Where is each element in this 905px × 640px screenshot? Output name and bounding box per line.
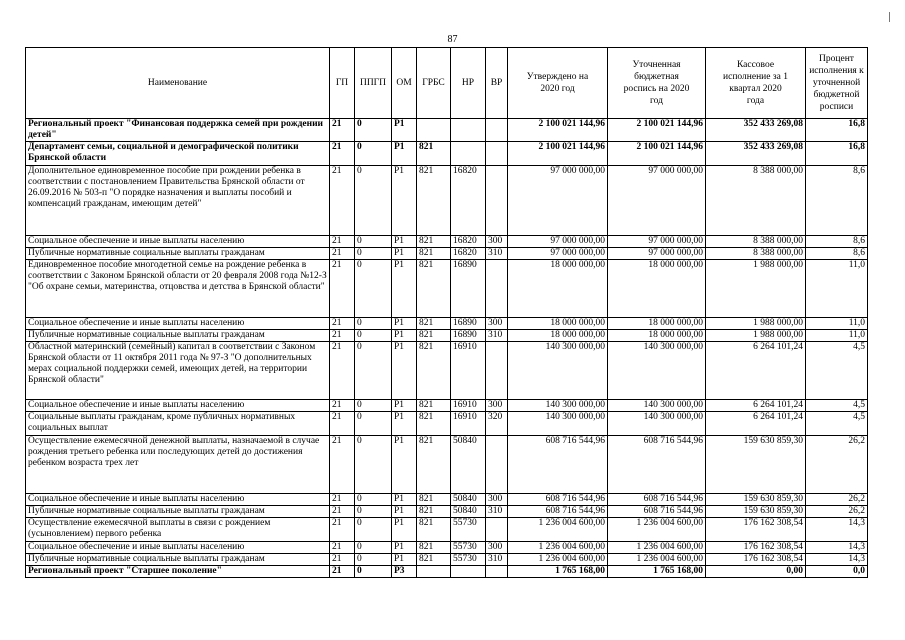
cell-grbs: 821: [417, 506, 451, 518]
cell-approved: 1 765 168,00: [508, 566, 608, 578]
cell-vr: [486, 142, 508, 166]
cell-ppgp: 0: [355, 494, 392, 506]
cell-grbs: 821: [417, 518, 451, 542]
cell-approved: 97 000 000,00: [508, 166, 608, 236]
header-om: ОМ: [392, 48, 417, 119]
page-number: 87: [447, 34, 458, 45]
cell-percent: 8,6: [806, 166, 868, 236]
cell-nr: 16890: [451, 330, 486, 342]
cell-nr: [451, 142, 486, 166]
cell-percent: 26,2: [806, 436, 868, 494]
cell-nr: 16910: [451, 400, 486, 412]
cell-ppgp: 0: [355, 330, 392, 342]
cell-approved: 608 716 544,96: [508, 494, 608, 506]
cell-om: P1: [392, 119, 417, 142]
cell-nr: 55730: [451, 542, 486, 554]
cell-percent: 4,5: [806, 342, 868, 400]
cell-updated: 608 716 544,96: [608, 494, 706, 506]
cell-percent: 4,5: [806, 412, 868, 436]
cell-name: Социальное обеспечение и иные выплаты населению: [26, 318, 330, 330]
cell-vr: 310: [486, 248, 508, 260]
cell-grbs: 821: [417, 142, 451, 166]
cell-approved: 608 716 544,96: [508, 506, 608, 518]
table-row: [26, 166, 868, 236]
cell-vr: [486, 342, 508, 400]
cell-gp: 21: [330, 342, 355, 400]
cell-approved: 18 000 000,00: [508, 260, 608, 318]
cell-cash: 6 264 101,24: [706, 342, 806, 400]
header-ppgp: ППГП: [355, 48, 392, 119]
cell-approved: 18 000 000,00: [508, 330, 608, 342]
cell-om: P1: [392, 506, 417, 518]
cell-percent: 8,6: [806, 248, 868, 260]
cell-updated: 140 300 000,00: [608, 412, 706, 436]
cell-vr: [486, 436, 508, 494]
table-row: [26, 330, 868, 342]
cell-nr: 16890: [451, 260, 486, 318]
table-row: [26, 342, 868, 400]
cell-percent: 26,2: [806, 494, 868, 506]
cell-vr: 300: [486, 494, 508, 506]
cell-name: Социальное обеспечение и иные выплаты населению: [26, 236, 330, 248]
cell-gp: 21: [330, 506, 355, 518]
cell-updated: 2 100 021 144,96: [608, 119, 706, 142]
cell-nr: 50840: [451, 506, 486, 518]
cell-gp: 21: [330, 436, 355, 494]
cell-grbs: 821: [417, 248, 451, 260]
cell-name: Публичные нормативные социальные выплаты гражданам: [26, 554, 330, 566]
table-row: [26, 248, 868, 260]
cell-nr: 16910: [451, 342, 486, 400]
cell-cash: 6 264 101,24: [706, 412, 806, 436]
cell-approved: 2 100 021 144,96: [508, 119, 608, 142]
cell-grbs: 821: [417, 166, 451, 236]
header-percent: Процент исполнения к уточненной бюджетной росписи: [806, 48, 868, 119]
cell-updated: 1 765 168,00: [608, 566, 706, 578]
cell-grbs: [417, 119, 451, 142]
cell-updated: 1 236 004 600,00: [608, 554, 706, 566]
cell-updated: 2 100 021 144,96: [608, 142, 706, 166]
cell-updated: 18 000 000,00: [608, 260, 706, 318]
cell-ppgp: 0: [355, 260, 392, 318]
cell-name: Публичные нормативные социальные выплаты гражданам: [26, 330, 330, 342]
cell-percent: 11,0: [806, 330, 868, 342]
table-row: [26, 318, 868, 330]
cell-approved: 1 236 004 600,00: [508, 542, 608, 554]
cell-ppgp: 0: [355, 436, 392, 494]
cell-name: Социальное обеспечение и иные выплаты населению: [26, 400, 330, 412]
cell-percent: 14,3: [806, 554, 868, 566]
cell-name: Социальное обеспечение и иные выплаты населению: [26, 494, 330, 506]
cell-percent: 0,0: [806, 566, 868, 578]
cell-updated: 97 000 000,00: [608, 248, 706, 260]
cell-cash: 1 988 000,00: [706, 330, 806, 342]
cell-updated: 140 300 000,00: [608, 342, 706, 400]
cell-cash: 352 433 269,08: [706, 119, 806, 142]
cell-updated: 97 000 000,00: [608, 236, 706, 248]
cell-vr: 300: [486, 400, 508, 412]
table-row: [26, 400, 868, 412]
cell-percent: 16,8: [806, 142, 868, 166]
cell-ppgp: 0: [355, 412, 392, 436]
cell-approved: 140 300 000,00: [508, 400, 608, 412]
cell-percent: 11,0: [806, 318, 868, 330]
cell-approved: 608 716 544,96: [508, 436, 608, 494]
table-row: [26, 566, 868, 578]
cell-grbs: 821: [417, 400, 451, 412]
cell-nr: 16820: [451, 166, 486, 236]
cell-gp: 21: [330, 518, 355, 542]
cell-ppgp: 0: [355, 400, 392, 412]
cell-name: Региональный проект "Старшее поколение": [26, 566, 330, 578]
header-grbs: ГРБС: [417, 48, 451, 119]
cell-cash: 176 162 308,54: [706, 554, 806, 566]
cell-nr: 50840: [451, 494, 486, 506]
cell-om: P1: [392, 518, 417, 542]
cell-ppgp: 0: [355, 318, 392, 330]
cell-nr: 55730: [451, 554, 486, 566]
table-row: [26, 142, 868, 166]
cell-grbs: 821: [417, 330, 451, 342]
cell-name: Единовременное пособие многодетной семье на рождение ребенка в соответствии с Законом Брянской области от 20 февраля 2008 года №12-З "Об охране семьи, материнства, отцовства и детства в Брянской области": [26, 260, 330, 318]
cell-ppgp: 0: [355, 518, 392, 542]
cell-updated: 97 000 000,00: [608, 166, 706, 236]
cell-vr: 300: [486, 236, 508, 248]
cell-vr: [486, 518, 508, 542]
cell-gp: 21: [330, 494, 355, 506]
cell-om: P1: [392, 248, 417, 260]
cell-gp: 21: [330, 142, 355, 166]
cell-updated: 140 300 000,00: [608, 400, 706, 412]
cell-ppgp: 0: [355, 142, 392, 166]
cell-grbs: [417, 566, 451, 578]
cell-updated: 18 000 000,00: [608, 330, 706, 342]
cell-approved: 18 000 000,00: [508, 318, 608, 330]
cell-updated: 1 236 004 600,00: [608, 518, 706, 542]
cell-om: P1: [392, 494, 417, 506]
cell-nr: 55730: [451, 518, 486, 542]
cell-ppgp: 0: [355, 119, 392, 142]
cell-name: Публичные нормативные социальные выплаты гражданам: [26, 506, 330, 518]
cell-gp: 21: [330, 412, 355, 436]
cell-percent: 16,8: [806, 119, 868, 142]
cell-vr: 300: [486, 318, 508, 330]
cell-nr: [451, 566, 486, 578]
cell-percent: 11,0: [806, 260, 868, 318]
cell-ppgp: 0: [355, 342, 392, 400]
cell-grbs: 821: [417, 554, 451, 566]
header-name: Наименование: [26, 48, 330, 119]
cell-gp: 21: [330, 260, 355, 318]
cell-cash: 159 630 859,30: [706, 436, 806, 494]
cell-gp: 21: [330, 166, 355, 236]
cell-ppgp: 0: [355, 554, 392, 566]
cell-gp: 21: [330, 119, 355, 142]
header-cash: Кассовое исполнение за 1 квартал 2020 года: [706, 48, 806, 119]
cell-nr: 16890: [451, 318, 486, 330]
table-row: [26, 412, 868, 436]
cell-cash: 8 388 000,00: [706, 166, 806, 236]
cell-om: P1: [392, 400, 417, 412]
cell-cash: 159 630 859,30: [706, 506, 806, 518]
table-row: [26, 506, 868, 518]
header-vr: ВР: [486, 48, 508, 119]
cell-approved: 1 236 004 600,00: [508, 518, 608, 542]
cell-cash: 0,00: [706, 566, 806, 578]
cell-nr: 50840: [451, 436, 486, 494]
cell-grbs: 821: [417, 342, 451, 400]
cell-name: Дополнительное единовременное пособие при рождении ребенка в соответствии с постановлением Правительства Брянской области от 26.09.2016 № 503-п "О порядке назначения и выплаты пособий и компенсаций гражданам, имеющим детей": [26, 166, 330, 236]
cell-om: P1: [392, 318, 417, 330]
table-row: [26, 119, 868, 142]
cell-om: P1: [392, 554, 417, 566]
header-updated: Уточненная бюджетная роспись на 2020 год: [608, 48, 706, 119]
cell-vr: 320: [486, 412, 508, 436]
cell-vr: 300: [486, 542, 508, 554]
cell-om: P1: [392, 260, 417, 318]
cell-gp: 21: [330, 248, 355, 260]
cell-vr: [486, 260, 508, 318]
cell-updated: 1 236 004 600,00: [608, 542, 706, 554]
cell-ppgp: 0: [355, 542, 392, 554]
cell-om: P3: [392, 566, 417, 578]
cell-name: Региональный проект "Финансовая поддержка семей при рождении детей": [26, 119, 330, 142]
cell-percent: 8,6: [806, 236, 868, 248]
cell-grbs: 821: [417, 318, 451, 330]
cell-name: Департамент семьи, социальной и демографической политики Брянской области: [26, 142, 330, 166]
budget-execution-table: [25, 47, 868, 578]
cell-ppgp: 0: [355, 506, 392, 518]
cell-name: Осуществление ежемесячной денежной выплаты, назначаемой в случае рождения третьего ребенка или последующих детей до достижения ребенком возраста трех лет: [26, 436, 330, 494]
cell-om: P1: [392, 542, 417, 554]
cell-cash: 1 988 000,00: [706, 260, 806, 318]
cell-gp: 21: [330, 566, 355, 578]
table-row: [26, 236, 868, 248]
cell-vr: 310: [486, 330, 508, 342]
cell-grbs: 821: [417, 236, 451, 248]
header-approved: Утверждено на 2020 год: [508, 48, 608, 119]
cell-om: P1: [392, 342, 417, 400]
cell-gp: 21: [330, 554, 355, 566]
cell-nr: [451, 119, 486, 142]
cell-cash: 159 630 859,30: [706, 494, 806, 506]
cell-ppgp: 0: [355, 248, 392, 260]
cell-nr: 16820: [451, 248, 486, 260]
table-row: [26, 542, 868, 554]
cell-percent: 14,3: [806, 518, 868, 542]
cell-updated: 608 716 544,96: [608, 436, 706, 494]
cell-gp: 21: [330, 330, 355, 342]
cell-updated: 18 000 000,00: [608, 318, 706, 330]
cell-percent: 4,5: [806, 400, 868, 412]
cell-cash: 6 264 101,24: [706, 400, 806, 412]
cell-grbs: 821: [417, 412, 451, 436]
header-row: [26, 48, 868, 119]
cell-gp: 21: [330, 542, 355, 554]
cell-gp: 21: [330, 400, 355, 412]
cell-name: Областной материнский (семейный) капитал в соответствии с Законом Брянской области от 11 октября 2011 года № 97-З "О дополнительных мерах социальной поддержки семей, имеющих детей, на территории Брянской области": [26, 342, 330, 400]
cell-cash: 8 388 000,00: [706, 236, 806, 248]
cell-percent: 14,3: [806, 542, 868, 554]
cell-name: Социальное обеспечение и иные выплаты населению: [26, 542, 330, 554]
cell-vr: [486, 119, 508, 142]
cell-grbs: 821: [417, 436, 451, 494]
cell-nr: 16820: [451, 236, 486, 248]
cell-approved: 2 100 021 144,96: [508, 142, 608, 166]
cell-ppgp: 0: [355, 236, 392, 248]
cell-approved: 97 000 000,00: [508, 248, 608, 260]
cell-om: P1: [392, 330, 417, 342]
cell-om: P1: [392, 236, 417, 248]
cell-om: P1: [392, 412, 417, 436]
cell-name: Осуществление ежемесячной выплаты в связи с рождением (усыновлением) первого ребенка: [26, 518, 330, 542]
cell-name: Социальные выплаты гражданам, кроме публичных нормативных социальных выплат: [26, 412, 330, 436]
cell-om: P1: [392, 166, 417, 236]
cell-vr: [486, 566, 508, 578]
cell-grbs: 821: [417, 260, 451, 318]
cell-vr: [486, 166, 508, 236]
cell-cash: 176 162 308,54: [706, 518, 806, 542]
cell-gp: 21: [330, 318, 355, 330]
table-row: [26, 436, 868, 494]
cell-nr: 16910: [451, 412, 486, 436]
cell-name: Публичные нормативные социальные выплаты гражданам: [26, 248, 330, 260]
cell-cash: 8 388 000,00: [706, 248, 806, 260]
table-row: [26, 554, 868, 566]
cell-percent: 26,2: [806, 506, 868, 518]
header-gp: ГП: [330, 48, 355, 119]
cell-approved: 140 300 000,00: [508, 342, 608, 400]
cell-vr: 310: [486, 554, 508, 566]
table-row: [26, 260, 868, 318]
cell-cash: 176 162 308,54: [706, 542, 806, 554]
cell-approved: 97 000 000,00: [508, 236, 608, 248]
cell-updated: 608 716 544,96: [608, 506, 706, 518]
header-nr: НР: [451, 48, 486, 119]
cell-grbs: 821: [417, 542, 451, 554]
cell-vr: 310: [486, 506, 508, 518]
table-row: [26, 494, 868, 506]
scan-edge-mark: [889, 12, 890, 22]
cell-cash: 1 988 000,00: [706, 318, 806, 330]
cell-om: P1: [392, 436, 417, 494]
cell-cash: 352 433 269,08: [706, 142, 806, 166]
cell-approved: 140 300 000,00: [508, 412, 608, 436]
cell-ppgp: 0: [355, 166, 392, 236]
cell-approved: 1 236 004 600,00: [508, 554, 608, 566]
cell-ppgp: 0: [355, 566, 392, 578]
table-body: [26, 119, 868, 578]
table-row: [26, 518, 868, 542]
cell-grbs: 821: [417, 494, 451, 506]
cell-gp: 21: [330, 236, 355, 248]
cell-om: P1: [392, 142, 417, 166]
